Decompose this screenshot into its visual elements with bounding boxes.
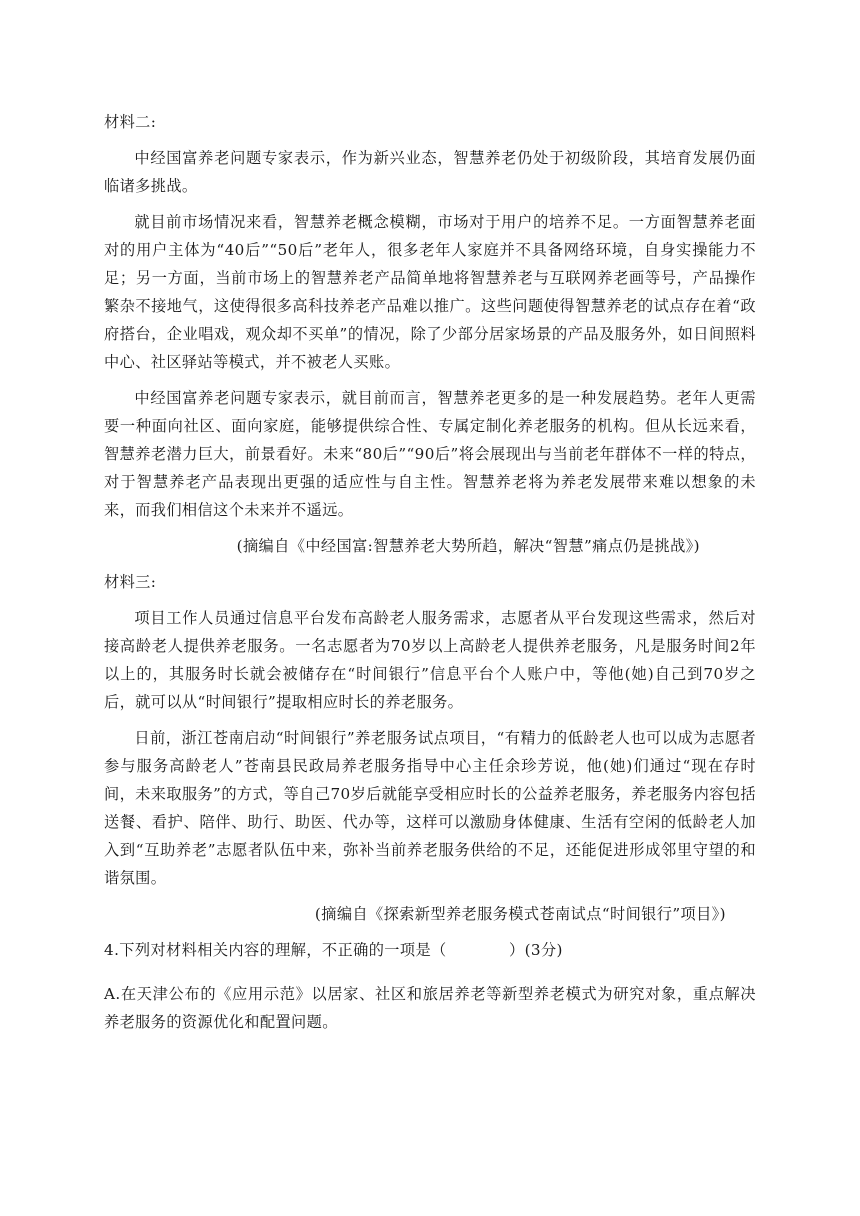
material2-paragraph-3: 中经国富养老问题专家表示，就目前而言，智慧养老更多的是一种发展趋势。老年人更需要一种面向社区、面向家庭，能够提供综合性、专属定制化养老服务的机构。但从长远来看，智慧养老潜力巨大，前景看好。未来“80后”“90后”将会展现出与当前老年群体不一样的特点，对于智慧养老产品表现出更强的适应性与自主性。智慧养老将为养老发展带来难以想象的未来，而我们相信这个未来并不遥远。 (104, 389, 756, 519)
material2-paragraph-1: 中经国富养老问题专家表示，作为新兴业态，智慧养老仍处于初级阶段，其培育发展仍面临诸多挑战。 (104, 149, 756, 195)
material2-source: (摘编自《中经国富:智慧养老大势所趋，解决“智慧”痛点仍是挑战》) (236, 537, 700, 555)
material2-heading: 材料二: (104, 113, 157, 131)
question-option-a: A.在天津公布的《应用示范》以居家、社区和旅居养老等新型养老模式为研究对象，重点解决养老服务的资源优化和配置问题。 (104, 985, 756, 1031)
question-stem: 4.下列对材料相关内容的理解，不正确的一项是（ ）(3分) (104, 941, 563, 959)
material3-paragraph-2: 日前，浙江苍南启动“时间银行”养老服务试点项目，“有精力的低龄老人也可以成为志愿者参与服务高龄老人”苍南县民政局养老服务指导中心主任余珍芳说，他(她)们通过“现在存时间，未来取服务”的方式，等自己70岁后就能享受相应时长的公益养老服务，养老服务内容包括送餐、看护、陪伴、助行、助医、代办等，这样可以激励身体健康、生活有空闲的低龄老人加入到“互助养老”志愿者队伍中来，弥补当前养老服务供给的不足，还能促进形成邻里守望的和谐氛围。 (104, 729, 756, 887)
material3-source: (摘编自《探索新型养老服务模式苍南试点“时间银行”项目》) (314, 905, 726, 923)
material2-paragraph-2: 就目前市场情况来看，智慧养老概念模糊，市场对于用户的培养不足。一方面智慧养老面对的用户主体为“40后”“50后”老年人，很多老年人家庭并不具备网络环境，自身实操能力不足；另一方面，当前市场上的智慧养老产品简单地将智慧养老与互联网养老画等号，产品操作繁杂不接地气，这使得很多高科技养老产品难以推广。这些问题使得智慧养老的试点存在着“政府搭台，企业唱戏，观众却不买单”的情况，除了少部分居家场景的产品及服务外，如日间照料中心、社区驿站等模式，并不被老人买账。 (104, 213, 756, 371)
document-page (104, 108, 756, 1036)
material3-paragraph-1: 项目工作人员通过信息平台发布高龄老人服务需求，志愿者从平台发现这些需求，然后对接高龄老人提供养老服务。一名志愿者为70岁以上高龄老人提供养老服务，凡是服务时间2年以上的，其服务时长就会被储存在“时间银行”信息平台个人账户中，等他(她)自己到70岁之后，就可以从“时间银行”提取相应时长的养老服务。 (104, 609, 756, 711)
material3-heading: 材料三: (104, 573, 157, 591)
